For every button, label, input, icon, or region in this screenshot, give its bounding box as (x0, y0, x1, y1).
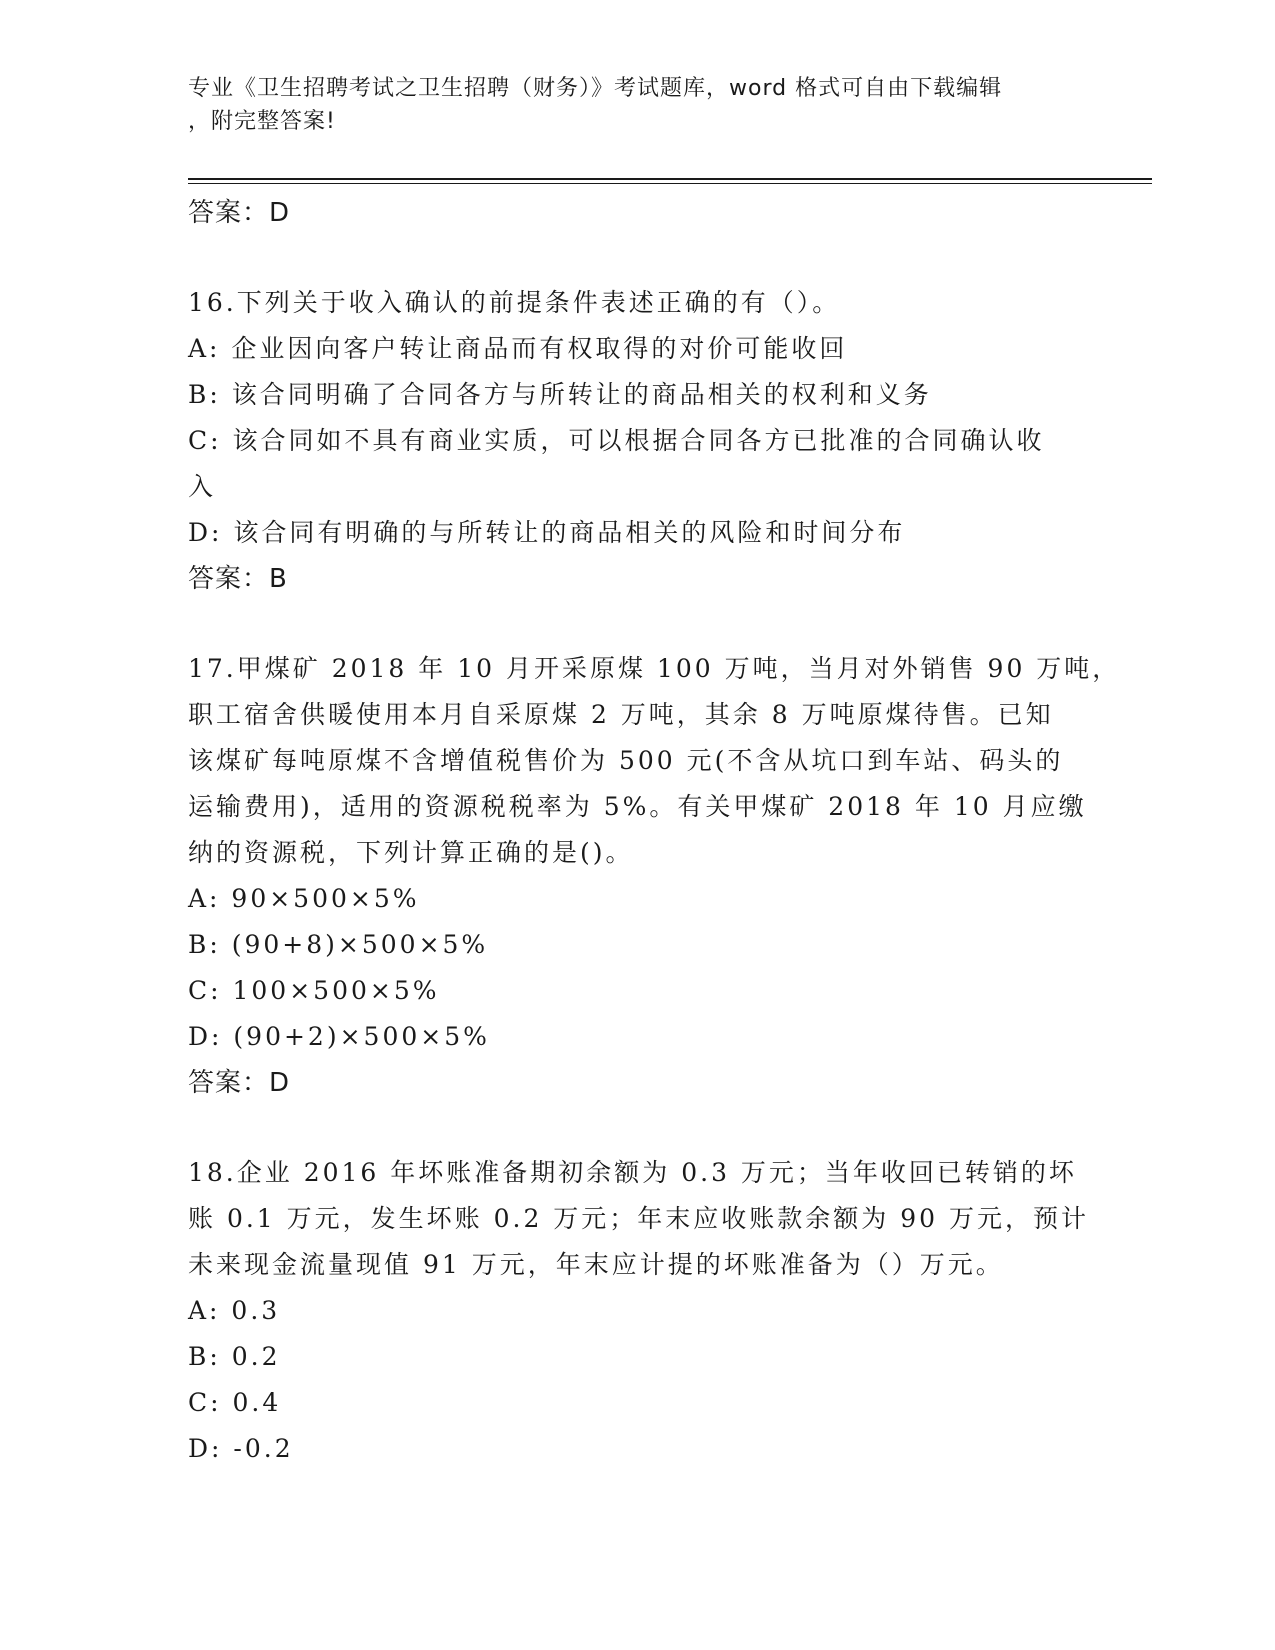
question-stem-line-3: 该煤矿每吨原煤不含增值税售价为 500 元(不含从坑口到车站、码头的 (188, 746, 1064, 775)
option-a: A: 企业因向客户转让商品而有权取得的对价可能收回 (188, 334, 848, 363)
question-stem-line-2: 职工宿舍供暖使用本月自采原煤 2 万吨，其余 8 万吨原煤待售。已知 (188, 700, 1054, 729)
option-c: C: 100×500×5% (188, 976, 440, 1005)
option-a: A: 0.3 (188, 1296, 281, 1325)
question-stem-line-1: 17.甲煤矿 2018 年 10 月开采原煤 100 万吨，当月对外销售 90 万吨， (188, 654, 1121, 683)
option-c: C: 0.4 (188, 1388, 282, 1417)
option-b: B: (90+8)×500×5% (188, 930, 489, 959)
option-c-continued: 入 (188, 472, 217, 501)
option-b: B: 0.2 (188, 1342, 281, 1371)
spacer (188, 1106, 1088, 1150)
option-d: D: 该合同有明确的与所转让的商品相关的风险和时间分布 (188, 518, 906, 547)
page-header (188, 72, 1068, 138)
question-stem-line-1: 18.企业 2016 年坏账准备期初余额为 0.3 万元；当年收回已转销的坏 (188, 1158, 1077, 1187)
question-stem-line-5: 纳的资源税，下列计算正确的是()。 (188, 838, 634, 867)
question-17 (188, 646, 1121, 1106)
header-line-1: 专业《卫生招聘考试之卫生招聘（财务）》考试题库，word 格式可自由下载编辑 (188, 76, 1003, 101)
previous-question-answer: 答案：D (188, 198, 291, 228)
document-body (188, 190, 1121, 1472)
header-divider-thick (188, 178, 1152, 180)
option-d: D: -0.2 (188, 1434, 294, 1463)
question-stem-line-3: 未来现金流量现值 91 万元，年末应计提的坏账准备为（）万元。 (188, 1250, 1004, 1279)
question-stem-line-4: 运输费用)，适用的资源税税率为 5%。有关甲煤矿 2018 年 10 月应缴 (188, 792, 1087, 821)
answer-label: 答案：D (188, 1068, 291, 1098)
spacer (188, 236, 1088, 280)
option-b: B: 该合同明确了合同各方与所转让的商品相关的权利和义务 (188, 380, 932, 409)
answer-label: 答案：B (188, 564, 288, 594)
header-line-2: ，附完整答案! (188, 109, 336, 134)
header-divider-thin (188, 183, 1152, 184)
option-a: A: 90×500×5% (188, 884, 420, 913)
question-18 (188, 1150, 1088, 1472)
question-16 (188, 280, 1088, 602)
question-stem: 16.下列关于收入确认的前提条件表述正确的有（）。 (188, 288, 841, 317)
option-c: C: 该合同如不具有商业实质，可以根据合同各方已批准的合同确认收 (188, 426, 1045, 455)
question-stem-line-2: 账 0.1 万元，发生坏账 0.2 万元；年末应收账款余额为 90 万元，预计 (188, 1204, 1090, 1233)
option-d: D: (90+2)×500×5% (188, 1022, 490, 1051)
spacer (188, 602, 1088, 646)
